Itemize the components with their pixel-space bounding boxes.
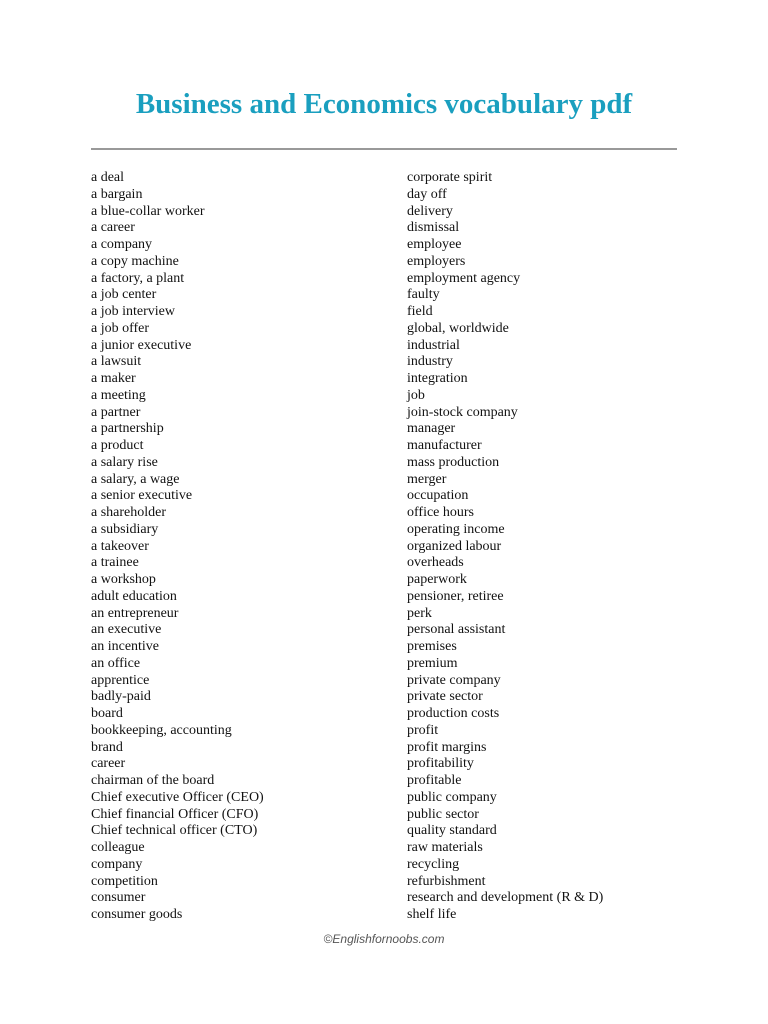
vocabulary-item: a maker — [91, 371, 136, 386]
vocabulary-item: career — [91, 756, 126, 772]
vocabulary-item: operating income — [407, 521, 505, 537]
vocabulary-item: apprentice — [91, 672, 150, 688]
vocabulary-item: a job interview — [91, 304, 175, 319]
vocabulary-item: day off — [407, 186, 447, 202]
footer-credit: ©Englishfornoobs.com — [323, 932, 445, 946]
vocabulary-column-left — [91, 170, 391, 924]
vocabulary-item: consumer — [91, 890, 146, 906]
vocabulary-item: a shareholder — [91, 505, 167, 520]
vocabulary-item: premises — [407, 639, 457, 654]
vocabulary-item: brand — [91, 739, 123, 755]
vocabulary-item: employers — [407, 253, 466, 269]
vocabulary-item: an executive — [91, 622, 162, 638]
vocabulary-item: a subsidiary — [91, 521, 159, 537]
vocabulary-item: public sector — [407, 806, 479, 822]
vocabulary-item: a salary, a wage — [91, 471, 180, 487]
vocabulary-item: a trainee — [91, 555, 139, 571]
vocabulary-column-right — [407, 170, 727, 924]
title-divider — [91, 148, 677, 150]
vocabulary-item: join-stock company — [407, 404, 518, 420]
vocabulary-item: adult education — [91, 588, 177, 604]
vocabulary-item: profitable — [407, 773, 462, 788]
vocabulary-item: an entrepreneur — [91, 605, 179, 621]
vocabulary-item: private company — [407, 672, 501, 688]
vocabulary-item: quality standard — [407, 823, 497, 839]
vocabulary-item: job — [407, 387, 425, 403]
vocabulary-item: production costs — [407, 706, 500, 721]
vocabulary-item: chairman of the board — [91, 773, 215, 788]
vocabulary-item: profitability — [407, 756, 474, 772]
vocabulary-item: an incentive — [91, 639, 160, 654]
vocabulary-item: a job offer — [91, 320, 150, 336]
vocabulary-item: badly-paid — [91, 689, 151, 705]
vocabulary-item: a workshop — [91, 572, 156, 587]
vocabulary-item: a bargain — [91, 186, 143, 202]
vocabulary-item: manufacturer — [407, 438, 482, 453]
vocabulary-item: a company — [91, 237, 153, 252]
vocabulary-item: an office — [91, 655, 141, 671]
vocabulary-item: a deal — [91, 170, 125, 185]
vocabulary-item: a lawsuit — [91, 354, 142, 370]
vocabulary-item: dismissal — [407, 220, 460, 236]
vocabulary-item: board — [91, 706, 123, 721]
vocabulary-item: occupation — [407, 488, 469, 504]
vocabulary-item: recycling — [407, 856, 460, 872]
vocabulary-item: research and development (R & D) — [407, 890, 604, 906]
vocabulary-item: consumer goods — [91, 907, 183, 922]
vocabulary-item: a job center — [91, 287, 157, 303]
vocabulary-item: profit — [407, 722, 439, 738]
vocabulary-item: a takeover — [91, 538, 149, 554]
vocabulary-item: perk — [407, 605, 432, 621]
vocabulary-item: raw materials — [407, 840, 483, 855]
vocabulary-item: a factory, a plant — [91, 270, 185, 286]
vocabulary-item: global, worldwide — [407, 320, 509, 336]
vocabulary-item: faulty — [407, 287, 440, 303]
vocabulary-item: office hours — [407, 505, 474, 520]
vocabulary-item: public company — [407, 789, 497, 805]
vocabulary-item: a product — [91, 438, 144, 453]
vocabulary-item: a blue-collar worker — [91, 203, 205, 219]
vocabulary-item: Chief financial Officer (CFO) — [91, 806, 259, 822]
vocabulary-item: mass production — [407, 454, 500, 470]
vocabulary-item: company — [91, 856, 143, 872]
vocabulary-item: delivery — [407, 203, 453, 219]
vocabulary-item: a senior executive — [91, 488, 193, 504]
vocabulary-item: overheads — [407, 555, 464, 571]
vocabulary-item: a career — [91, 220, 135, 236]
vocabulary-item: colleague — [91, 840, 145, 855]
vocabulary-item: industry — [407, 354, 453, 370]
vocabulary-item: employee — [407, 237, 462, 252]
vocabulary-item: private sector — [407, 689, 483, 705]
vocabulary-item: a copy machine — [91, 253, 179, 269]
vocabulary-item: a partnership — [91, 421, 164, 437]
vocabulary-item: industrial — [407, 337, 460, 353]
page-title: Business and Economics vocabulary pdf — [135, 88, 633, 120]
vocabulary-item: paperwork — [407, 572, 467, 587]
vocabulary-item: shelf life — [407, 907, 457, 922]
vocabulary-item: premium — [407, 655, 458, 671]
vocabulary-item: competition — [91, 873, 158, 889]
vocabulary-item: integration — [407, 371, 468, 386]
vocabulary-item: a salary rise — [91, 454, 158, 470]
vocabulary-item: manager — [407, 421, 456, 437]
vocabulary-item: a meeting — [91, 387, 146, 403]
vocabulary-item: refurbishment — [407, 873, 486, 889]
vocabulary-item: corporate spirit — [407, 170, 493, 185]
vocabulary-item: organized labour — [407, 538, 502, 554]
vocabulary-item: field — [407, 304, 433, 319]
vocabulary-item: a junior executive — [91, 337, 192, 353]
vocabulary-item: Chief executive Officer (CEO) — [91, 789, 264, 805]
vocabulary-item: employment agency — [407, 270, 521, 286]
vocabulary-item: merger — [407, 471, 447, 487]
vocabulary-item: pensioner, retiree — [407, 588, 504, 604]
vocabulary-item: a partner — [91, 404, 141, 420]
vocabulary-item: Chief technical officer (CTO) — [91, 823, 258, 839]
vocabulary-item: personal assistant — [407, 622, 506, 638]
vocabulary-item: profit margins — [407, 739, 487, 755]
vocabulary-item: bookkeeping, accounting — [91, 722, 232, 738]
